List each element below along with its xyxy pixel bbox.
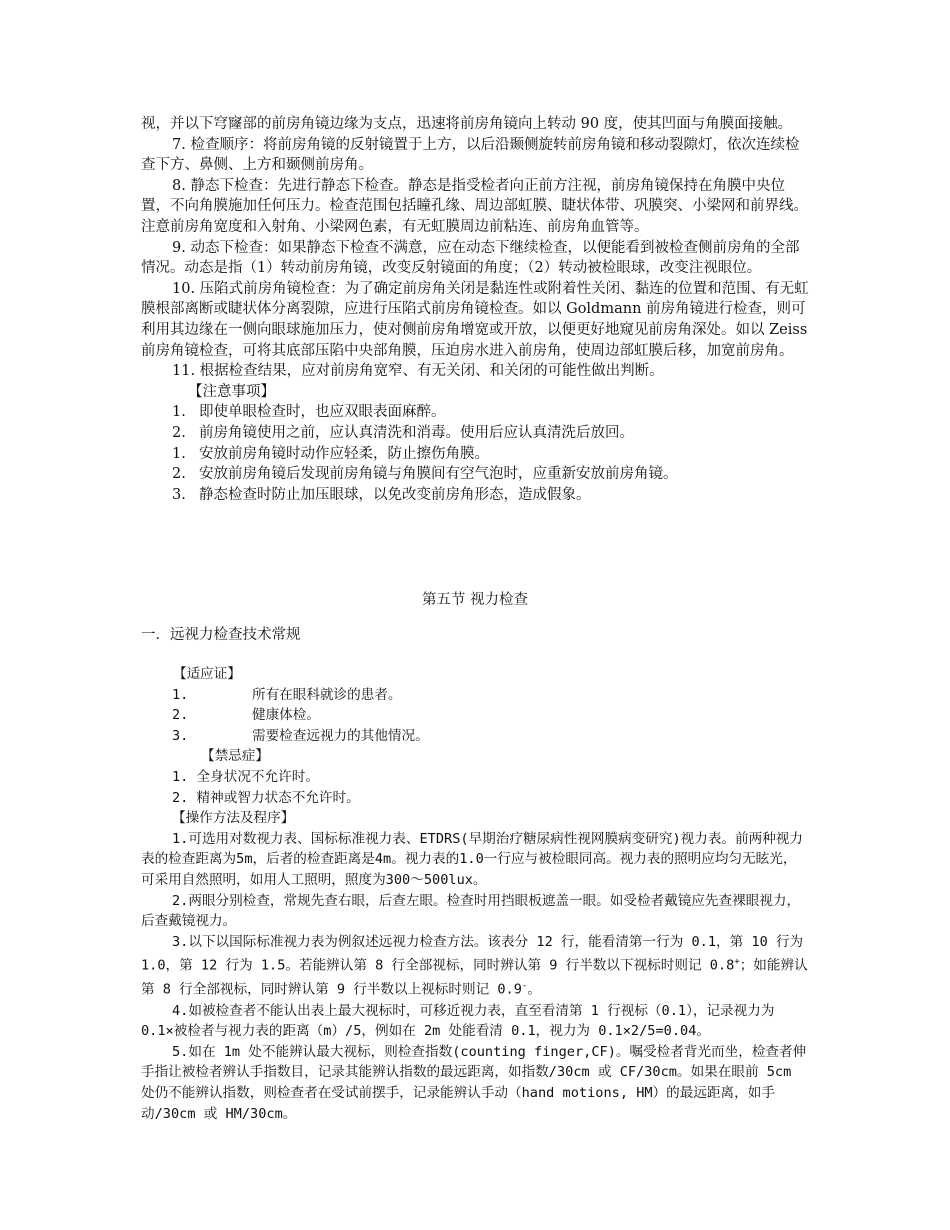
plus-superscript: + [734, 957, 740, 968]
section-title: 第五节 视力检查 [421, 592, 529, 608]
paragraph-step-9: 9. 动态下检查：如果静态下检查不满意，应在动态下继续检查，以便能看到被检查侧前房角的全部情况。动态是指（1）转动前房角镜，改变反射镜面的角度；（2）转动被检眼球，改变注视眼位。 [141, 239, 800, 277]
paragraph-step-10: 10. 压陷式前房角镜检查：为了确定前房角关闭是黏连性或附着性关闭、黏连的位置和范围、有无虹膜根部离断或睫状体分离裂隙，应进行压陷式前房角镜检查。如以 Goldmann 前房角镜进行检查，则可利用其边缘在一侧向眼球施加压力，使对侧前房角增宽或开放，以便更好地窥见前房角深处。如以 Zeiss 前房角镜检查，可将其底部压陷中央部角膜，压迫房水进入前房角，使周边部虹膜后移，加宽前房角。 [141, 280, 809, 359]
procedure-step-2: 2.两眼分别检查，常规先查右眼，后查左眼。检查时用挡眼板遮盖一眼。如受检者戴镜应先查裸眼视力，后查戴镜视力。 [141, 892, 801, 930]
procedure-step-5: 5.如在 1m 处不能辨认最大视标，则检查指数(counting finger,CF)。嘱受检者背光而坐，检查者伸手指让被检者辨认手指数目，记录其能辨认指数的最远距离，如指数/30cm 或 CF/30cm。如果在眼前 5cm 处仍不能辨认指数，则检查者在受试前摆手，记录能辨认手动（hand motions, HM）的最远距离，如手动/30cm 或 HM/30cm。 [141, 1043, 807, 1122]
paragraph-step-8: 8. 静态下检查：先进行静态下检查。静态是指受检者向正前方注视，前房角镜保持在角膜中央位置，不向角膜施加任何压力。检查范围包括瞳孔缘、周边部虹膜、睫状体带、巩膜突、小梁网和前界线。注意前房角宽度和入射角、小梁网色素，有无虹膜周边前粘连、前房角血管等。 [141, 177, 808, 235]
note-item: 1. 安放前房角镜时动作应轻柔，防止擦伤角膜。 [172, 445, 489, 462]
paragraph-step-11: 11. 根据检查结果，应对前房角宽窄、有无关闭、和关闭的可能性做出判断。 [172, 363, 664, 380]
indications-heading: 【适应证】 [173, 666, 241, 682]
gonioscopy-steps [141, 114, 809, 505]
note-item: 1. 即使单眼检查时，也应双眼表面麻醉。 [172, 404, 446, 421]
contraindications-heading: 【禁忌症】 [201, 748, 269, 765]
minus-superscript: - [521, 981, 528, 992]
indication-item: 1. 所有在眼科就诊的患者。 [172, 686, 402, 703]
note-item: 2. 安放前房角镜后发现前房角镜与角膜间有空气泡时，应重新安放前房角镜。 [172, 466, 678, 483]
subsection-title: 一．远视力检查技术常规 [141, 627, 301, 643]
procedure-heading: 【操作方法及程序】 [172, 810, 295, 827]
contraindication-item: 2. 精神或智力状态不允许时。 [172, 789, 360, 806]
note-item: 2. 前房角镜使用之前，应认真清洗和消毒。使用后应认真清洗后放回。 [172, 424, 634, 441]
paragraph-step-7: 7. 检查顺序：将前房角镜的反射镜置于上方，以后沿颞侧旋转前房角镜和移动裂隙灯，依次连续检查下方、鼻侧、上方和颞侧前房角。 [141, 136, 800, 174]
note-item: 3. 静态检查时防止加压眼球，以免改变前房角形态，造成假象。 [172, 486, 591, 503]
procedure-step-1: 1.可选用对数视力表、国标标准视力表、ETDRS(早期治疗糖尿病性视网膜病变研究)视力表。前两种视力表的检查距离为5m，后者的检查距离是4m。视力表的1.0一行应与被检眼同高。视力表的照明应均匀无眩光，可采用自然照明，如用人工照明，照度为300～500lux。 [141, 830, 803, 888]
contraindication-item: 1. 全身状况不允许时。 [172, 768, 319, 785]
indication-item: 2. 健康体检。 [172, 707, 320, 724]
paragraph-continuation: 视，并以下穹窿部的前房角镜边缘为支点，迅速将前房角镜向上转动 90 度，使其凹面与角膜面接触。 [141, 116, 793, 132]
notes-heading: 【注意事项】 [188, 383, 275, 400]
indication-item: 3. 需要检查远视力的其他情况。 [172, 727, 429, 744]
procedure-step-4: 4.如被检查者不能认出表上最大视标时，可移近视力表，直至看清第 1 行视标（0.1），记录视力为 0.1×被检者与视力表的距离（m）/5，例如在 2m 处能看清 0.1，视力为 0.1×2/5=0.04。 [141, 1002, 775, 1040]
procedure-step-3: 3.以下以国际标准视力表为例叙述远视力检查方法。该表分 12 行，能看清第一行为 0.1，第 10 行为 1.0，第 12 行为 1.5。若能辨认第 8 行全部视标，同时辨认第 9 行半数以下视标时则记 0.8+；如能辨认第 8 行全部视标，同时辨认第 9 行半数以上视标时则记 0.9-。 [141, 933, 808, 998]
visual-acuity-section [141, 664, 809, 1124]
